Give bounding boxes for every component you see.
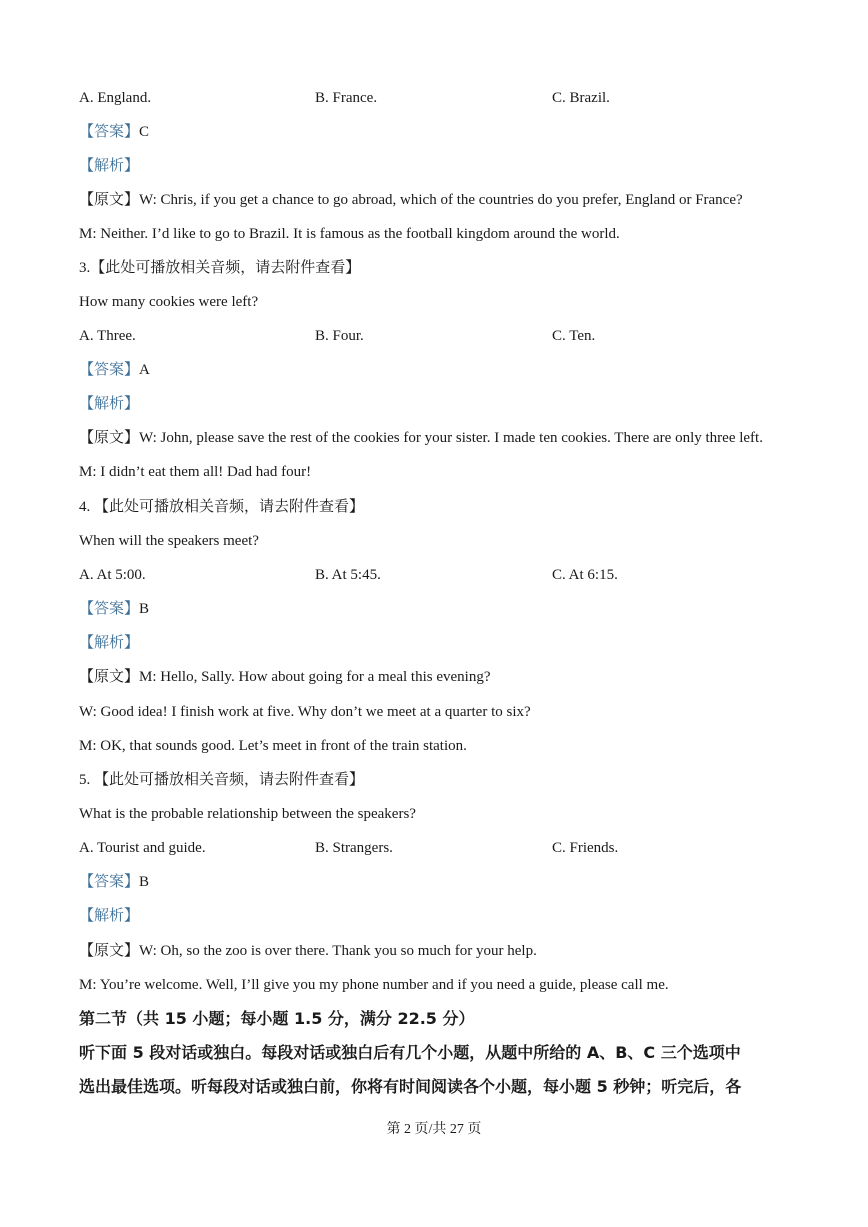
- transcript-text: W: Chris, if you get a chance to go abroad, which of the countries do you prefer, England or France?: [139, 192, 743, 208]
- q4-heading: 4. 【此处可播放相关音频，请去附件查看】: [79, 499, 365, 515]
- answer-tag: 【答案】: [79, 601, 140, 617]
- q3-heading: 3.【此处可播放相关音频，请去附件查看】: [79, 260, 361, 276]
- q4-transcript-line: M: OK, that sounds good. Let’s meet in front of the train station.: [79, 738, 467, 754]
- transcript-text: M: Hello, Sally. How about going for a meal this evening?: [139, 669, 491, 685]
- q2-option-c: C. Brazil.: [552, 90, 610, 106]
- q3-transcript-line: M: I didn’t eat them all! Dad had four!: [79, 464, 312, 480]
- section2-instructions: 听下面 5 段对话或独白。每段对话或独白后有几个小题，从题中所给的 A、B、C 三个选项中: [79, 1043, 741, 1062]
- q2-transcript-line: M: Neither. I’d like to go to Brazil. It is famous as the football kingdom around the world.: [79, 226, 620, 242]
- transcript-text: W: Oh, so the zoo is over there. Thank you so much for your help.: [139, 943, 537, 959]
- transcript-text: W: John, please save the rest of the cookies for your sister. I made ten cookies. There are only three left.: [139, 430, 763, 446]
- q3-answer: [79, 360, 150, 380]
- q4-options: [79, 565, 799, 585]
- transcript-tag: 【原文】: [79, 669, 140, 685]
- q5-analysis: 【解析】: [79, 908, 140, 924]
- answer-value: A: [139, 362, 150, 378]
- answer-value: B: [139, 601, 150, 617]
- q4-option-c: C. At 6:15.: [552, 567, 618, 583]
- q4-transcript-line: W: Good idea! I finish work at five. Why don’t we meet at a quarter to six?: [79, 704, 531, 720]
- q3-option-b: B. Four.: [315, 328, 364, 344]
- q5-transcript-line: M: You’re welcome. Well, I’ll give you my phone number and if you need a guide, please call me.: [79, 977, 669, 993]
- answer-value: C: [139, 124, 150, 140]
- q4-analysis: 【解析】: [79, 635, 140, 651]
- q4-question: When will the speakers meet?: [79, 533, 259, 549]
- q5-question: What is the probable relationship between the speakers?: [79, 806, 416, 822]
- section2-instructions: 选出最佳选项。听每段对话或独白前，你将有时间阅读各个小题，每小题 5 秒钟；听完后，各: [79, 1077, 742, 1096]
- q3-options: [79, 326, 799, 346]
- q4-option-b: B. At 5:45.: [315, 567, 381, 583]
- page-footer: 第 2 页/共 27 页: [386, 1122, 482, 1137]
- q3-option-a: A. Three.: [79, 328, 136, 344]
- transcript-tag: 【原文】: [79, 192, 140, 208]
- transcript-tag: 【原文】: [79, 943, 140, 959]
- q5-option-b: B. Strangers.: [315, 840, 393, 856]
- q4-answer: [79, 599, 149, 619]
- q2-options: [79, 88, 799, 108]
- q5-answer: [79, 872, 149, 892]
- q5-option-a: A. Tourist and guide.: [79, 840, 206, 856]
- q4-transcript: [79, 667, 490, 687]
- q3-transcript: [79, 428, 763, 448]
- q3-analysis: 【解析】: [79, 396, 140, 412]
- answer-tag: 【答案】: [79, 874, 140, 890]
- q2-option-b: B. France.: [315, 90, 378, 106]
- q5-option-c: C. Friends.: [552, 840, 619, 856]
- q2-option-a: A. England.: [79, 90, 152, 106]
- q4-option-a: A. At 5:00.: [79, 567, 146, 583]
- q5-heading: 5. 【此处可播放相关音频，请去附件查看】: [79, 772, 365, 788]
- q2-answer: [79, 122, 149, 142]
- section2-title: 第二节（共 15 小题；每小题 1.5 分，满分 22.5 分）: [79, 1009, 475, 1028]
- q5-options: [79, 838, 799, 858]
- transcript-tag: 【原文】: [79, 430, 140, 446]
- answer-tag: 【答案】: [79, 362, 140, 378]
- q3-option-c: C. Ten.: [552, 328, 596, 344]
- q5-transcript: [79, 941, 537, 961]
- q2-transcript: [79, 190, 743, 210]
- answer-value: B: [139, 874, 150, 890]
- answer-tag: 【答案】: [79, 124, 140, 140]
- q3-question: How many cookies were left?: [79, 294, 259, 310]
- q2-analysis: 【解析】: [79, 158, 140, 174]
